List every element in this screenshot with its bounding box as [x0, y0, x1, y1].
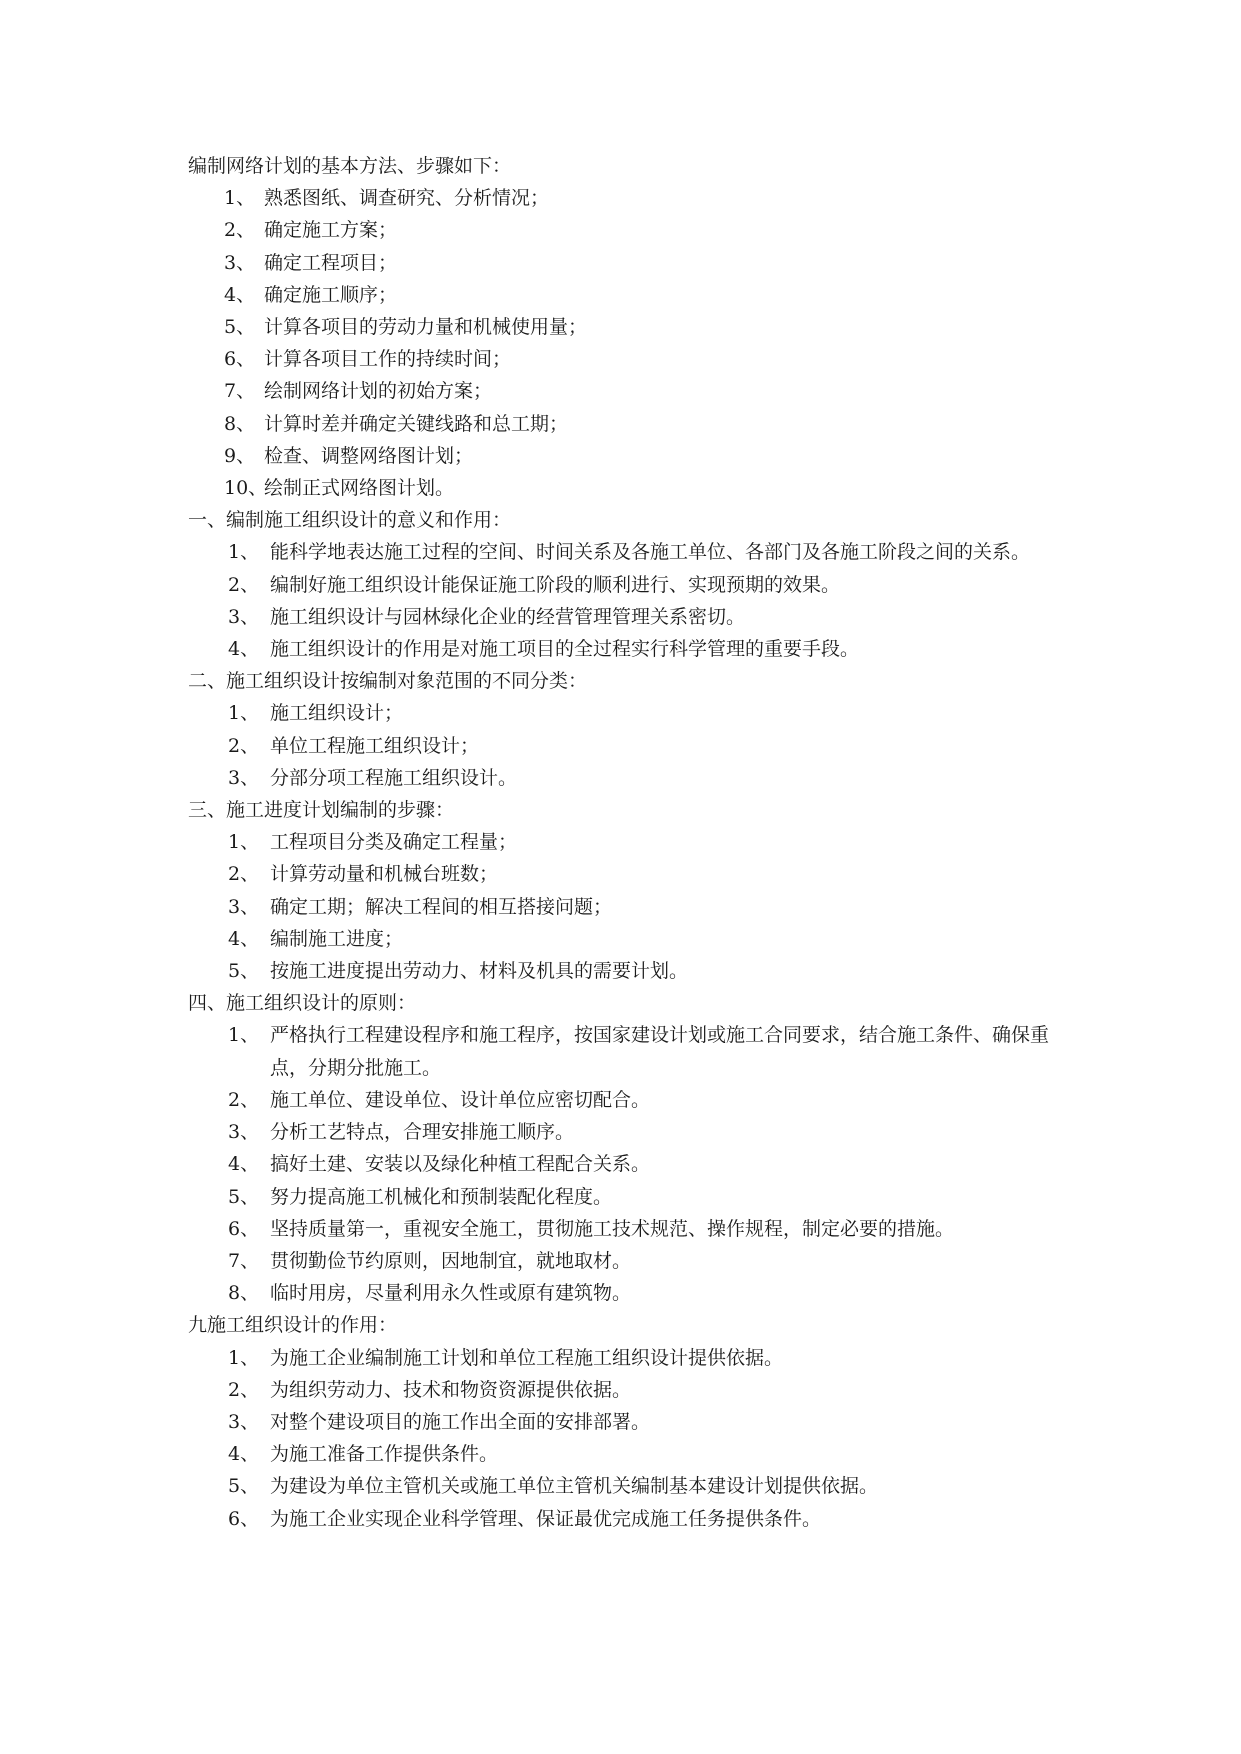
- document-body: [188, 150, 1068, 1535]
- section-list: [188, 536, 1068, 665]
- item-text: 熟悉图纸、调查研究、分析情况；: [264, 187, 550, 210]
- item-number: 1、: [228, 702, 260, 725]
- item-text: 确定工期；解决工程间的相互搭接问题；: [270, 895, 613, 918]
- list-item: [188, 697, 1068, 729]
- item-number: 4、: [228, 1153, 260, 1176]
- item-number: 8、: [224, 412, 256, 435]
- item-number: 2、: [228, 573, 260, 596]
- section-list: [188, 1342, 1068, 1535]
- item-number: 5、: [228, 960, 260, 983]
- item-text: 能科学地表达施工过程的空间、时间关系及各施工单位、各部门及各施工阶段之间的关系。: [270, 541, 1031, 564]
- list-item: [188, 1019, 1068, 1083]
- item-number: 4、: [228, 638, 260, 661]
- item-text: 计算时差并确定关键线路和总工期；: [264, 412, 569, 435]
- item-number: 8、: [228, 1282, 260, 1305]
- item-text: 编制好施工组织设计能保证施工阶段的顺利进行、实现预期的效果。: [270, 573, 841, 596]
- item-text: 绘制正式网络图计划。: [264, 477, 455, 500]
- item-text: 按施工进度提出劳动力、材料及机具的需要计划。: [270, 960, 689, 983]
- item-text: 绘制网络计划的初始方案；: [264, 380, 493, 403]
- item-text: 编制施工进度；: [270, 927, 404, 950]
- list-item: [188, 891, 1068, 923]
- list-item: [188, 1084, 1068, 1116]
- item-text: 为施工企业实现企业科学管理、保证最优完成施工任务提供条件。: [270, 1507, 822, 1530]
- list-item: [188, 472, 1068, 504]
- item-number: 1、: [224, 187, 256, 210]
- item-text: 施工组织设计；: [270, 702, 404, 725]
- item-text: 施工组织设计的作用是对施工项目的全过程实行科学管理的重要手段。: [270, 638, 860, 661]
- list-item: [188, 1277, 1068, 1309]
- item-number: 4、: [224, 283, 256, 306]
- list-item: [188, 633, 1068, 665]
- list-item: [188, 279, 1068, 311]
- item-number: 7、: [224, 380, 256, 403]
- item-text: 计算各项目工作的持续时间；: [264, 348, 512, 371]
- list-item: [188, 569, 1068, 601]
- list-item: [188, 1342, 1068, 1374]
- item-text: 施工组织设计与园林绿化企业的经营管理管理关系密切。: [270, 605, 746, 628]
- item-number: 6、: [228, 1507, 260, 1530]
- item-number: 5、: [224, 316, 256, 339]
- item-text: 搞好土建、安装以及绿化种植工程配合关系。: [270, 1153, 651, 1176]
- item-text: 施工单位、建设单位、设计单位应密切配合。: [270, 1088, 651, 1111]
- item-text: 为施工准备工作提供条件。: [270, 1443, 499, 1466]
- section-heading: 九施工组织设计的作用：: [188, 1314, 398, 1337]
- item-number: 3、: [228, 766, 260, 789]
- item-number: 3、: [228, 895, 260, 918]
- list-item: [188, 182, 1068, 214]
- list-item: [188, 601, 1068, 633]
- item-number: 1、: [228, 541, 260, 564]
- list-item: [188, 536, 1068, 568]
- item-text: 努力提高施工机械化和预制装配化程度。: [270, 1185, 613, 1208]
- intro-heading: 编制网络计划的基本方法、步骤如下：: [188, 155, 512, 177]
- list-item: [188, 1181, 1068, 1213]
- item-text: 单位工程施工组织设计；: [270, 734, 480, 757]
- list-item: [188, 343, 1068, 375]
- list-item: [188, 1374, 1068, 1406]
- list-item: [188, 1438, 1068, 1470]
- item-number: 6、: [224, 348, 256, 371]
- item-text: 为建设为单位主管机关或施工单位主管机关编制基本建设计划提供依据。: [270, 1475, 879, 1498]
- item-number: 7、: [228, 1249, 260, 1272]
- item-number: 3、: [228, 605, 260, 628]
- item-number: 1、: [228, 1024, 260, 1047]
- item-text: 检查、调整网络图计划；: [264, 444, 474, 467]
- item-text: 工程项目分类及确定工程量；: [270, 831, 518, 854]
- list-item: [188, 1148, 1068, 1180]
- item-text: 确定工程项目；: [264, 251, 398, 274]
- item-number: 2、: [228, 734, 260, 757]
- list-item: [188, 408, 1068, 440]
- item-text: 分部分项工程施工组织设计。: [270, 766, 518, 789]
- list-item: [188, 247, 1068, 279]
- list-item: [188, 311, 1068, 343]
- list-item: [188, 1116, 1068, 1148]
- item-text: 为施工企业编制施工计划和单位工程施工组织设计提供依据。: [270, 1346, 784, 1369]
- item-number: 4、: [228, 1443, 260, 1466]
- item-text: 分析工艺特点，合理安排施工顺序。: [270, 1121, 575, 1144]
- item-number: 10、: [224, 477, 268, 500]
- item-text: 计算各项目的劳动力量和机械使用量；: [264, 316, 588, 339]
- item-number: 2、: [228, 863, 260, 886]
- list-item: [188, 730, 1068, 762]
- item-number: 2、: [228, 1088, 260, 1111]
- section-list: [188, 1019, 1068, 1309]
- list-item: [188, 1470, 1068, 1502]
- section-list: [188, 697, 1068, 794]
- item-number: 1、: [228, 1346, 260, 1369]
- list-item: [188, 826, 1068, 858]
- item-number: 4、: [228, 927, 260, 950]
- item-text: 确定施工顺序；: [264, 283, 398, 306]
- list-item: [188, 440, 1068, 472]
- section-heading: 一、编制施工组织设计的意义和作用：: [188, 509, 512, 532]
- item-number: 2、: [224, 219, 256, 242]
- list-item: [188, 1213, 1068, 1245]
- list-item: [188, 1245, 1068, 1277]
- section-heading: 二、施工组织设计按编制对象范围的不同分类：: [188, 670, 588, 693]
- item-text: 贯彻勤俭节约原则，因地制宜，就地取材。: [270, 1249, 632, 1272]
- list-item: [188, 762, 1068, 794]
- list-item: [188, 858, 1068, 890]
- item-number: 6、: [228, 1217, 260, 1240]
- item-text: 计算劳动量和机械台班数；: [270, 863, 499, 886]
- list-item: [188, 955, 1068, 987]
- item-text: 严格执行工程建设程序和施工程序，按国家建设计划或施工合同要求，结合施工条件、确保重点，分期分批施工。: [270, 1024, 1050, 1079]
- steps-list: [188, 182, 1068, 504]
- item-number: 9、: [224, 444, 256, 467]
- item-number: 5、: [228, 1185, 260, 1208]
- item-number: 3、: [228, 1121, 260, 1144]
- section-list: [188, 826, 1068, 987]
- item-number: 3、: [228, 1410, 260, 1433]
- list-item: [188, 375, 1068, 407]
- item-text: 对整个建设项目的施工作出全面的安排部署。: [270, 1410, 651, 1433]
- list-item: [188, 1503, 1068, 1535]
- item-text: 临时用房，尽量利用永久性或原有建筑物。: [270, 1282, 632, 1305]
- item-text: 坚持质量第一，重视安全施工，贯彻施工技术规范、操作规程，制定必要的措施。: [270, 1217, 955, 1240]
- section-heading: 三、施工进度计划编制的步骤：: [188, 799, 455, 822]
- item-number: 3、: [224, 251, 256, 274]
- item-number: 1、: [228, 831, 260, 854]
- list-item: [188, 214, 1068, 246]
- list-item: [188, 923, 1068, 955]
- item-text: 确定施工方案；: [264, 219, 398, 242]
- item-number: 2、: [228, 1378, 260, 1401]
- item-text: 为组织劳动力、技术和物资资源提供依据。: [270, 1378, 632, 1401]
- section-heading: 四、施工组织设计的原则：: [188, 992, 417, 1015]
- item-number: 5、: [228, 1475, 260, 1498]
- list-item: [188, 1406, 1068, 1438]
